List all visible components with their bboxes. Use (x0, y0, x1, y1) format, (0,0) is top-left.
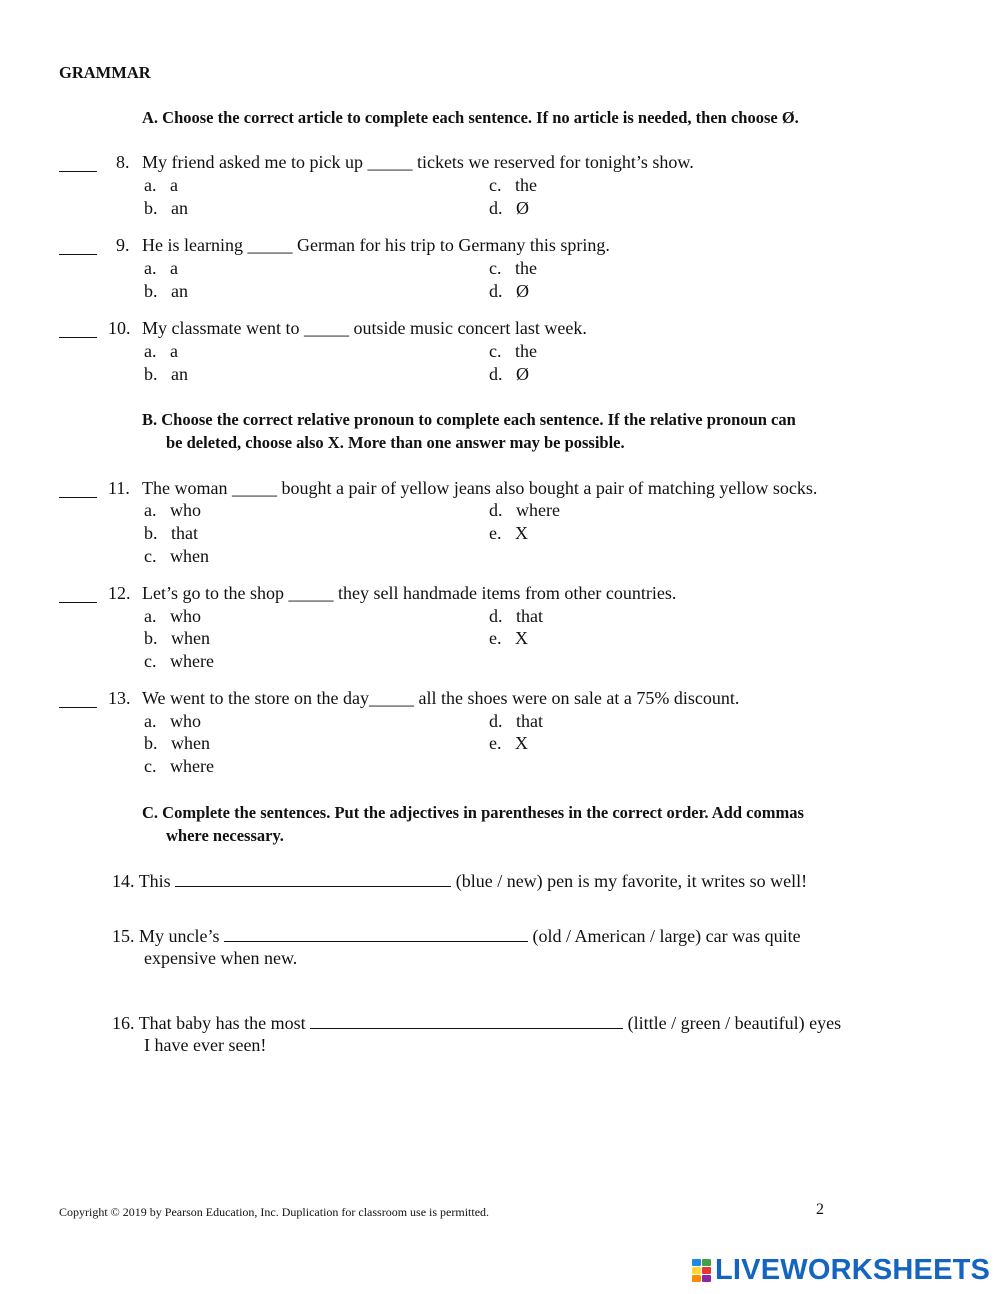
option-13a[interactable]: a. who (144, 711, 201, 731)
option-9d[interactable]: d. Ø (489, 281, 529, 301)
answer-blank-13[interactable] (59, 707, 97, 708)
option-12e[interactable]: e. X (489, 628, 528, 648)
question-stem-12: Let’s go to the shop _____ they sell handmade items from other countries. (142, 583, 677, 603)
option-10d[interactable]: d. Ø (489, 364, 529, 384)
fill-blank-15[interactable] (224, 924, 528, 942)
option-11b[interactable]: b. that (144, 523, 198, 543)
answer-blank-9[interactable] (59, 254, 97, 255)
option-12d[interactable]: d. that (489, 606, 543, 626)
section-c-instruction-line2: where necessary. (166, 826, 284, 845)
item-number-16: 16. (112, 1013, 135, 1033)
option-13c[interactable]: c. where (144, 756, 214, 776)
option-13d[interactable]: d. that (489, 711, 543, 731)
option-12b[interactable]: b. when (144, 628, 210, 648)
item-15-after: (old / American / large) car was quite (532, 926, 801, 946)
option-10a[interactable]: a. a (144, 341, 178, 361)
answer-blank-8[interactable] (59, 171, 97, 172)
answer-blank-10[interactable] (59, 337, 97, 338)
liveworksheets-wordmark: LIVEWORKSHEETS (715, 1254, 991, 1286)
option-8a[interactable]: a. a (144, 175, 178, 195)
question-stem-8: My friend asked me to pick up _____ tickets we reserved for tonight’s show. (142, 152, 694, 172)
option-13b[interactable]: b. when (144, 733, 210, 753)
question-stem-9: He is learning _____ German for his trip to Germany this spring. (142, 235, 610, 255)
item-15 (112, 924, 801, 947)
option-9a[interactable]: a. a (144, 258, 178, 278)
option-12c[interactable]: c. where (144, 651, 214, 671)
item-16-continuation: I have ever seen! (144, 1035, 267, 1055)
section-c-instruction-line1: C. Complete the sentences. Put the adjectives in parentheses in the correct order. Add commas (142, 803, 804, 822)
section-b-instruction-line2: be deleted, choose also X. More than one answer may be possible. (166, 433, 625, 452)
question-number-13: 13. (108, 688, 131, 708)
item-16-before: That baby has the most (138, 1013, 306, 1033)
item-15-before: My uncle’s (139, 926, 220, 946)
option-9b[interactable]: b. an (144, 281, 188, 301)
option-8b[interactable]: b. an (144, 198, 188, 218)
option-10c[interactable]: c. the (489, 341, 537, 361)
option-8c[interactable]: c. the (489, 175, 537, 195)
option-13e[interactable]: e. X (489, 733, 528, 753)
item-14 (112, 869, 807, 892)
page-number: 2 (816, 1201, 824, 1218)
question-number-11: 11. (108, 478, 130, 498)
option-11c[interactable]: c. when (144, 546, 209, 566)
option-11e[interactable]: e. X (489, 523, 528, 543)
option-10b[interactable]: b. an (144, 364, 188, 384)
option-11d[interactable]: d. where (489, 500, 560, 520)
item-number-14: 14. (112, 871, 135, 891)
option-11a[interactable]: a. who (144, 500, 201, 520)
question-stem-10: My classmate went to _____ outside music concert last week. (142, 318, 587, 338)
fill-blank-16[interactable] (310, 1011, 623, 1029)
section-a-instruction: A. Choose the correct article to complete each sentence. If no article is needed, then choose Ø. (142, 108, 799, 127)
fill-blank-14[interactable] (175, 869, 451, 887)
question-stem-13: We went to the store on the day_____ all the shoes were on sale at a 75% discount. (142, 688, 740, 708)
question-stem-11: The woman _____ bought a pair of yellow jeans also bought a pair of matching yellow socks. (142, 478, 818, 498)
question-number-10: 10. (108, 318, 131, 338)
question-number-8: 8. (116, 152, 130, 172)
item-16 (112, 1011, 841, 1034)
liveworksheets-mark-icon (692, 1259, 711, 1282)
item-14-after: (blue / new) pen is my favorite, it writes so well! (455, 871, 808, 891)
option-12a[interactable]: a. who (144, 606, 201, 626)
answer-blank-11[interactable] (59, 497, 97, 498)
option-9c[interactable]: c. the (489, 258, 537, 278)
question-number-9: 9. (116, 235, 130, 255)
item-14-before: This (138, 871, 171, 891)
answer-blank-12[interactable] (59, 602, 97, 603)
option-8d[interactable]: d. Ø (489, 198, 529, 218)
item-15-continuation: expensive when new. (144, 948, 298, 968)
section-b-instruction-line1: B. Choose the correct relative pronoun to complete each sentence. If the relative pronoun can (142, 410, 796, 429)
liveworksheets-logo (692, 1256, 990, 1284)
question-number-12: 12. (108, 583, 131, 603)
item-number-15: 15. (112, 926, 135, 946)
page-title: GRAMMAR (59, 63, 151, 82)
copyright-notice: Copyright © 2019 by Pearson Education, Inc. Duplication for classroom use is permitted. (59, 1205, 490, 1219)
item-16-after: (little / green / beautiful) eyes (627, 1013, 842, 1033)
